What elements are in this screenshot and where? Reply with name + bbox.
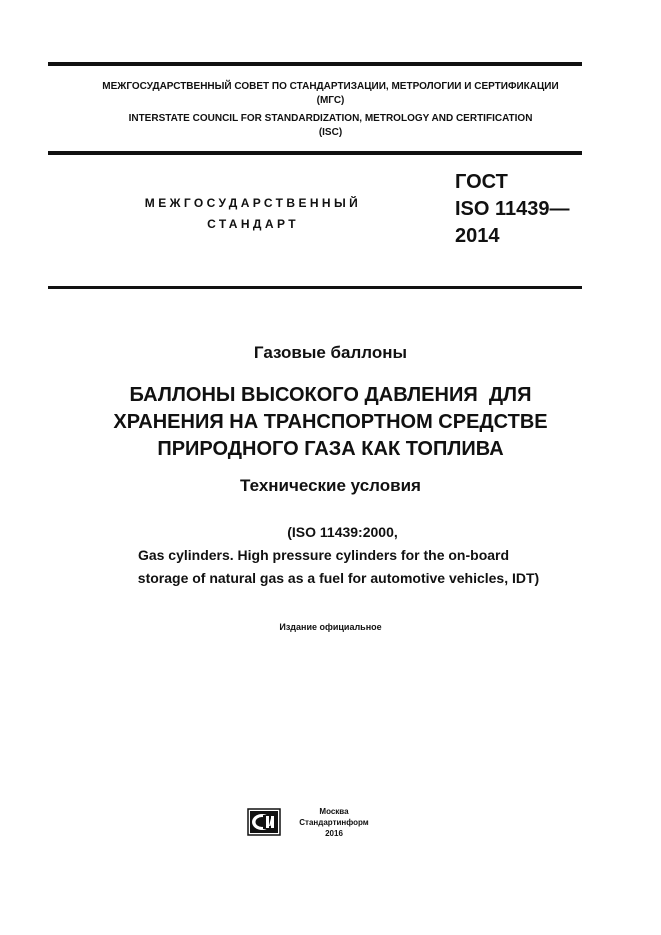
document-title [0,382,661,463]
title-line: БАЛЛОНЫ ВЫСОКОГО ДАВЛЕНИЯ ДЛЯ [129,384,532,406]
gost-label: ГОСТ [455,171,508,193]
standartinform-logo-icon [247,808,281,836]
official-edition: Издание официальное [279,622,382,632]
title-line: ХРАНЕНИЯ НА ТРАНСПОРТНОМ СРЕДСТВЕ [113,411,548,433]
council-ru [0,80,661,108]
council-ru-name: МЕЖГОСУДАРСТВЕННЫЙ СОВЕТ ПО СТАНДАРТИЗАЦИИ, МЕТРОЛОГИИ И СЕРТИФИКАЦИИ [102,81,559,92]
publisher-city: Москва [319,807,349,816]
document-subject: Газовые баллоны [253,343,408,362]
gost-year: 2014 [455,225,500,247]
iso-ref-line: (ISO 11439:2000, [287,524,398,540]
council-en [0,112,661,140]
interstate-standard-label [118,193,388,235]
council-en-name: INTERSTATE COUNCIL FOR STANDARDIZATION, METROLOGY AND CERTIFICATION [128,113,533,124]
document-spec: Технические условия [240,476,421,495]
standard-line: СТАНДАРТ [207,217,299,231]
publication-year: 2016 [325,829,343,838]
interstate-line: МЕЖГОСУДАРСТВЕННЫЙ [144,196,362,210]
publisher-info [298,806,370,839]
designation-rule [48,286,582,289]
iso-ref-line: Gas cylinders. High pressure cylinders for the on-board [137,547,510,563]
top-rule [48,62,582,66]
council-ru-abbr: (МГС) [316,95,345,106]
header-rule [48,151,582,155]
title-line: ПРИРОДНОГО ГАЗА КАК ТОПЛИВА [157,438,504,460]
iso-ref-line: storage of natural gas as a fuel for automotive vehicles, IDT) [137,570,540,586]
gost-designation [455,169,570,250]
publisher-name: Стандартинформ [299,818,369,827]
iso-reference [0,521,661,590]
council-en-abbr: (ISC) [318,127,343,138]
gost-number: ISO 11439— [455,198,570,220]
